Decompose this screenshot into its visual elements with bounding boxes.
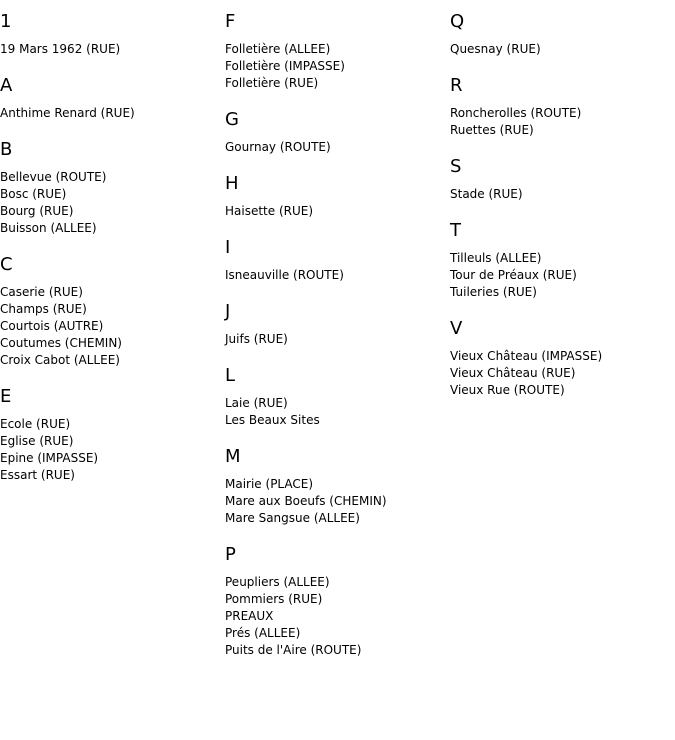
street-link[interactable]: Vieux Rue (ROUTE) bbox=[450, 383, 565, 397]
section-letter-heading: V bbox=[450, 318, 463, 339]
street-link[interactable]: Folletière (ALLEE) bbox=[225, 42, 331, 56]
street-link[interactable]: Buisson (ALLEE) bbox=[0, 221, 97, 235]
street-link[interactable]: Croix Cabot (ALLEE) bbox=[0, 353, 120, 367]
street-link[interactable]: Folletière (RUE) bbox=[225, 76, 319, 90]
section-letter-heading: A bbox=[0, 75, 13, 96]
street-link[interactable]: Puits de l'Aire (ROUTE) bbox=[225, 643, 362, 657]
letter-section bbox=[450, 145, 675, 203]
street-link[interactable]: Juifs (RUE) bbox=[225, 332, 288, 346]
street-link[interactable]: Les Beaux Sites bbox=[225, 413, 320, 427]
section-letter-heading: C bbox=[0, 254, 13, 275]
section-letter-heading: M bbox=[225, 446, 241, 467]
street-link[interactable]: Tuileries (RUE) bbox=[450, 285, 537, 299]
street-link[interactable]: Isneauville (ROUTE) bbox=[225, 268, 344, 282]
letter-section bbox=[225, 226, 450, 284]
street-link[interactable]: Peupliers (ALLEE) bbox=[225, 575, 330, 589]
street-index-column-1 bbox=[0, 0, 225, 490]
section-letter-heading: G bbox=[225, 109, 239, 130]
section-letter-heading: Q bbox=[450, 11, 465, 32]
street-link[interactable]: Prés (ALLEE) bbox=[225, 626, 301, 640]
section-letter-heading: E bbox=[0, 386, 12, 407]
letter-section bbox=[225, 354, 450, 429]
street-link[interactable]: Tour de Préaux (RUE) bbox=[450, 268, 577, 282]
street-link[interactable]: Vieux Château (RUE) bbox=[450, 366, 576, 380]
section-letter-heading: 1 bbox=[0, 11, 12, 32]
street-link[interactable]: 19 Mars 1962 (RUE) bbox=[0, 42, 121, 56]
letter-section bbox=[225, 162, 450, 220]
letter-section bbox=[450, 64, 675, 139]
street-link[interactable]: Quesnay (RUE) bbox=[450, 42, 541, 56]
section-letter-heading: L bbox=[225, 365, 236, 386]
letter-section bbox=[450, 307, 675, 399]
street-link[interactable]: Essart (RUE) bbox=[0, 468, 75, 482]
street-index-column-3 bbox=[450, 0, 675, 405]
street-link[interactable]: Mare aux Boeufs (CHEMIN) bbox=[225, 494, 387, 508]
street-link[interactable]: PREAUX bbox=[225, 609, 274, 623]
street-link[interactable]: Mare Sangsue (ALLEE) bbox=[225, 511, 360, 525]
street-link[interactable]: Caserie (RUE) bbox=[0, 285, 83, 299]
street-link[interactable]: Folletière (IMPASSE) bbox=[225, 59, 345, 73]
section-letter-heading: F bbox=[225, 11, 236, 32]
street-link[interactable]: Bellevue (ROUTE) bbox=[0, 170, 107, 184]
street-link[interactable]: Coutumes (CHEMIN) bbox=[0, 336, 122, 350]
street-link[interactable]: Laie (RUE) bbox=[225, 396, 288, 410]
street-link[interactable]: Tilleuls (ALLEE) bbox=[450, 251, 542, 265]
street-link[interactable]: Anthime Renard (RUE) bbox=[0, 106, 135, 120]
street-link[interactable]: Courtois (AUTRE) bbox=[0, 319, 104, 333]
street-link[interactable]: Mairie (PLACE) bbox=[225, 477, 314, 491]
section-letter-heading: H bbox=[225, 173, 239, 194]
street-link[interactable]: Stade (RUE) bbox=[450, 187, 523, 201]
letter-section bbox=[0, 64, 225, 122]
letter-section bbox=[225, 533, 450, 659]
street-link[interactable]: Gournay (ROUTE) bbox=[225, 140, 331, 154]
section-letter-heading: B bbox=[0, 139, 13, 160]
street-link[interactable]: Roncherolles (ROUTE) bbox=[450, 106, 582, 120]
section-letter-heading: R bbox=[450, 75, 463, 96]
street-link[interactable]: Ecole (RUE) bbox=[0, 417, 71, 431]
letter-section bbox=[225, 290, 450, 348]
letter-section bbox=[225, 98, 450, 156]
street-link[interactable]: Epine (IMPASSE) bbox=[0, 451, 99, 465]
letter-section bbox=[450, 209, 675, 301]
section-letter-heading: S bbox=[450, 156, 462, 177]
letter-section bbox=[450, 0, 675, 58]
letter-section bbox=[225, 0, 450, 92]
street-link[interactable]: Pommiers (RUE) bbox=[225, 592, 323, 606]
street-link[interactable]: Haisette (RUE) bbox=[225, 204, 314, 218]
street-link[interactable]: Champs (RUE) bbox=[0, 302, 87, 316]
section-letter-heading: P bbox=[225, 544, 236, 565]
letter-section bbox=[0, 128, 225, 237]
street-link[interactable]: Bourg (RUE) bbox=[0, 204, 74, 218]
street-index-column-2 bbox=[225, 0, 450, 665]
letter-section bbox=[0, 375, 225, 484]
letter-section bbox=[225, 435, 450, 527]
street-link[interactable]: Ruettes (RUE) bbox=[450, 123, 534, 137]
section-letter-heading: J bbox=[225, 301, 231, 322]
street-link[interactable]: Vieux Château (IMPASSE) bbox=[450, 349, 603, 363]
section-letter-heading: T bbox=[450, 220, 461, 241]
section-letter-heading: I bbox=[225, 237, 231, 258]
street-link[interactable]: Eglise (RUE) bbox=[0, 434, 74, 448]
letter-section bbox=[0, 0, 225, 58]
street-link[interactable]: Bosc (RUE) bbox=[0, 187, 67, 201]
letter-section bbox=[0, 243, 225, 369]
